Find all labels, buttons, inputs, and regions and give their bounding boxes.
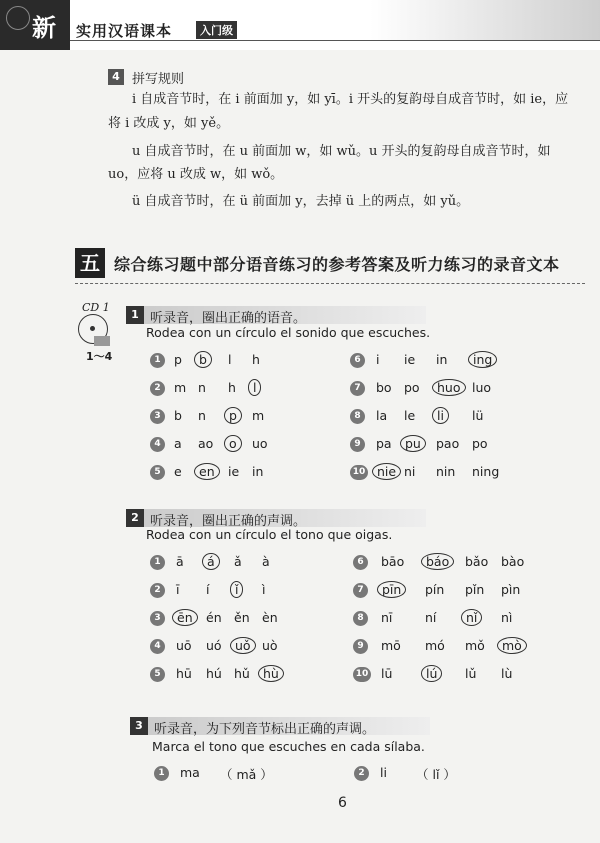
option: a bbox=[174, 436, 182, 451]
syllable: ma bbox=[180, 765, 200, 780]
option: à bbox=[262, 554, 270, 569]
option: ie bbox=[404, 352, 416, 367]
circled-answer: l bbox=[248, 379, 261, 396]
option: ní bbox=[425, 610, 437, 625]
item-number-badge: 2 bbox=[354, 766, 369, 781]
section5-title: 综合练习题中部分语音练习的参考答案及听力练习的录音文本 bbox=[114, 255, 560, 274]
option: e bbox=[174, 464, 182, 479]
option: pìn bbox=[501, 582, 521, 597]
circled-answer: ǐ bbox=[230, 581, 243, 598]
option: ī bbox=[176, 582, 180, 597]
option: m bbox=[174, 380, 187, 395]
option: lǔ bbox=[465, 666, 477, 681]
paragraph-v: ü 自成音节时，在 ü 前面加 y，去掉 ü 上的两点，如 yǔ。 bbox=[132, 194, 470, 209]
paragraph-u-2: uo，应将 u 改成 w，如 wǒ。 bbox=[108, 167, 284, 182]
item-number-badge: 6 bbox=[350, 353, 365, 368]
exercise1-header bbox=[126, 306, 426, 324]
option: lù bbox=[501, 666, 513, 681]
option: í bbox=[206, 582, 210, 597]
option: pǐn bbox=[465, 582, 485, 597]
option: uo bbox=[252, 436, 268, 451]
option: ie bbox=[228, 464, 240, 479]
option: h bbox=[228, 380, 236, 395]
item-number-badge: 5 bbox=[150, 667, 165, 682]
option: i bbox=[376, 352, 380, 367]
exercise2-header bbox=[126, 509, 426, 527]
item-number-badge: 3 bbox=[150, 611, 165, 626]
option: pao bbox=[436, 436, 460, 451]
option: in bbox=[252, 464, 264, 479]
logo-block bbox=[0, 0, 70, 50]
exercise3-number: 3 bbox=[130, 717, 148, 735]
section5-number: 五 bbox=[75, 248, 105, 278]
option: uò bbox=[262, 638, 278, 653]
option: ā bbox=[176, 554, 184, 569]
exercise3-title: 听录音，为下列音节标出正确的声调。 bbox=[154, 722, 376, 737]
header-rule bbox=[70, 40, 600, 41]
option: la bbox=[376, 408, 388, 423]
book-title: 实用汉语课本 bbox=[76, 22, 173, 40]
logo-char: 新 bbox=[32, 13, 56, 42]
exercise1-subtitle: Rodea con un círculo el sonido que escuches. bbox=[146, 325, 431, 340]
item-number-badge: 4 bbox=[150, 437, 165, 452]
circled-answer: ing bbox=[468, 351, 497, 368]
option: m bbox=[252, 408, 265, 423]
item-number-badge: 8 bbox=[350, 409, 365, 424]
exercise3-header bbox=[130, 717, 430, 735]
option: h bbox=[252, 352, 260, 367]
circled-answer: hù bbox=[258, 665, 284, 682]
option: bào bbox=[501, 554, 525, 569]
option: ni bbox=[404, 464, 416, 479]
option: hú bbox=[206, 666, 222, 681]
paragraph-u-1: u 自成音节时，在 u 前面加 w，如 wǔ。u 开头的复韵母自成音节时，如 bbox=[132, 144, 551, 159]
option: n bbox=[198, 408, 206, 423]
item-number-badge: 1 bbox=[154, 766, 169, 781]
option: pín bbox=[425, 582, 445, 597]
item-number-badge: 3 bbox=[150, 409, 165, 424]
option: mǒ bbox=[465, 638, 485, 653]
item-number-badge: 7 bbox=[353, 583, 368, 598]
answer: （ lǐ ） bbox=[416, 767, 456, 782]
header-gradient bbox=[370, 0, 600, 40]
item-number-badge: 1 bbox=[150, 555, 165, 570]
exercise2-title: 听录音，圈出正确的声调。 bbox=[150, 514, 307, 529]
exercise2-number: 2 bbox=[126, 509, 144, 527]
item-number-badge: 9 bbox=[353, 639, 368, 654]
option: hǔ bbox=[234, 666, 250, 681]
logo-ornament-icon bbox=[6, 6, 30, 30]
answer: （ mǎ ） bbox=[220, 767, 273, 782]
option: bo bbox=[376, 380, 392, 395]
option: èn bbox=[262, 610, 278, 625]
circled-answer: lú bbox=[421, 665, 442, 682]
circled-answer: en bbox=[194, 463, 220, 480]
item-number-badge: 9 bbox=[350, 437, 365, 452]
option: n bbox=[198, 380, 206, 395]
cd-label: CD 1 bbox=[82, 301, 110, 314]
option: b bbox=[174, 408, 182, 423]
circled-answer: huo bbox=[432, 379, 466, 396]
option: po bbox=[472, 436, 488, 451]
option: le bbox=[404, 408, 416, 423]
circled-answer: á bbox=[202, 553, 220, 570]
section4-number: 4 bbox=[108, 69, 124, 85]
option: én bbox=[206, 610, 222, 625]
page-number: 6 bbox=[338, 795, 347, 811]
paragraph-i-1: i 自成音节时，在 i 前面加 y，如 yī。i 开头的复韵母自成音节时，如 ie，应 bbox=[132, 92, 569, 107]
option: po bbox=[404, 380, 420, 395]
option: ning bbox=[472, 464, 500, 479]
circled-answer: nǐ bbox=[461, 609, 482, 626]
item-number-badge: 4 bbox=[150, 639, 165, 654]
option: bǎo bbox=[465, 554, 489, 569]
section5-rule bbox=[75, 283, 585, 284]
cd-tab-icon bbox=[94, 336, 110, 346]
item-number-badge: 8 bbox=[353, 611, 368, 626]
option: l bbox=[228, 352, 232, 367]
circled-answer: p bbox=[224, 407, 242, 424]
circled-answer: pīn bbox=[377, 581, 406, 598]
circled-answer: nie bbox=[372, 463, 401, 480]
option: nī bbox=[381, 610, 393, 625]
option: ǎ bbox=[234, 554, 242, 569]
option: lū bbox=[381, 666, 393, 681]
level-badge: 入门级 bbox=[196, 21, 237, 39]
circled-answer: mò bbox=[497, 637, 527, 654]
exercise2-subtitle: Rodea con un círculo el tono que oigas. bbox=[146, 527, 393, 542]
option: ěn bbox=[234, 610, 250, 625]
option: pa bbox=[376, 436, 392, 451]
exercise3-subtitle: Marca el tono que escuches en cada sílaba. bbox=[152, 739, 425, 754]
option: ì bbox=[262, 582, 266, 597]
option: nì bbox=[501, 610, 513, 625]
circled-answer: o bbox=[224, 435, 242, 452]
option: mó bbox=[425, 638, 445, 653]
section4-title: 拼写规则 bbox=[132, 72, 185, 87]
item-number-badge: 10 bbox=[353, 667, 371, 682]
circled-answer: b bbox=[194, 351, 212, 368]
item-number-badge: 1 bbox=[150, 353, 165, 368]
page-header bbox=[0, 0, 600, 50]
item-number-badge: 7 bbox=[350, 381, 365, 396]
circled-answer: uǒ bbox=[230, 637, 256, 654]
item-number-badge: 10 bbox=[350, 465, 368, 480]
option: bāo bbox=[381, 554, 405, 569]
circled-answer: pu bbox=[400, 435, 426, 452]
exercise1-number: 1 bbox=[126, 306, 144, 324]
option: ao bbox=[198, 436, 214, 451]
option: lü bbox=[472, 408, 484, 423]
item-number-badge: 2 bbox=[150, 583, 165, 598]
option: uō bbox=[176, 638, 192, 653]
option: in bbox=[436, 352, 448, 367]
option: mō bbox=[381, 638, 401, 653]
item-number-badge: 5 bbox=[150, 465, 165, 480]
option: hū bbox=[176, 666, 192, 681]
item-number-badge: 2 bbox=[150, 381, 165, 396]
option: uó bbox=[206, 638, 222, 653]
option: luo bbox=[472, 380, 492, 395]
syllable: li bbox=[380, 765, 387, 780]
paragraph-i-2: 将 i 改成 y，如 yě。 bbox=[108, 116, 230, 131]
circled-answer: báo bbox=[421, 553, 454, 570]
cd-track-range: 1～4 bbox=[86, 350, 113, 363]
item-number-badge: 6 bbox=[353, 555, 368, 570]
option: p bbox=[174, 352, 182, 367]
exercise1-title: 听录音，圈出正确的语音。 bbox=[150, 311, 307, 326]
option: nin bbox=[436, 464, 456, 479]
circled-answer: ēn bbox=[172, 609, 198, 626]
circled-answer: li bbox=[432, 407, 449, 424]
